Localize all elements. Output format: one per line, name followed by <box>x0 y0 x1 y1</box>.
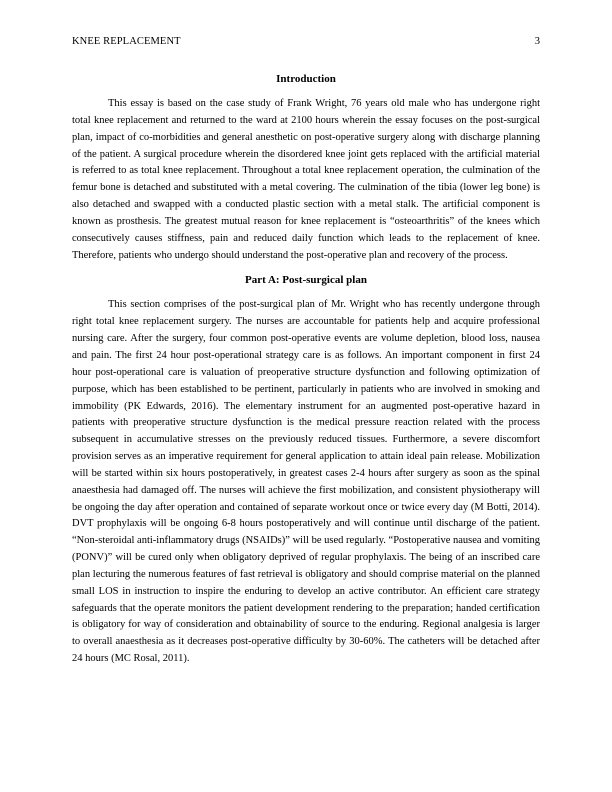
post-surgical-plan-paragraph: This section comprises of the post-surgical plan of Mr. Wright who has recently undergone through right total knee replacement surgery. The nurses are accountable for patients help and acquire professional nursing care. After the surgery, four common post-operative events are volume depletion, blood loss, nausea and pain. The first 24 hour post-operational strategy care is as follows. An important component in first 24 hour post-operational care is valuation of preoperative structure dysfunction and following optimization of purpose, which has been established to be pertinent, particularly in patients who are involved in smoking and immobility (PK Edwards, 2016). The elementary instrument for an augmented post-operative hazard in patients with preoperative structure dysfunction is the medical pressure reaction related with the process subsequent in accumulative stresses on the previously reduced tissues. Furthermore, a severe discomfort provision serves as an imperative requirement for general application to attain ideal pain release. Mobilization will be started within six hours postoperatively, in greatest cases 2-4 hours after surgery as soon as the spinal anaesthesia had damaged off. The nurses will achieve the first mobilization, and consistent physiotherapy will be ongoing the day after operation and contained of separate workout once or twice every day (M Botti, 2014). DVT prophylaxis will be ongoing 6-8 hours postoperatively and will continue until discharge of the patient. “Non-steroidal anti-inflammatory drugs (NSAIDs)” will be used regularly. “Postoperative nausea and vomiting (PONV)” will be cured only when obligatory deprived of regular prophylaxis. The being of an inscribed care plan lecturing the numerous features of fast retrieval is obligatory and should comprise material on the planned small LOS in instruction to inspire the enduring to develop an active contributor. An efficient care strategy safeguards that the operate monitors the patient development rendering to the preparation; handed certification is obligatory for way of consideration and obtainability of source to the enduring. Regional analgesia is larger to overall anaesthesia as it decreases post-operative difficulty by 30-60%. The catheters will be detached after 24 hours (MC Rosal, 2011). <box>72 299 540 665</box>
document-body <box>72 71 540 676</box>
running-head: KNEE REPLACEMENT <box>72 36 181 47</box>
page-number: 3 <box>534 36 540 47</box>
section-heading-introduction: Introduction <box>276 73 336 85</box>
introduction-paragraph: This essay is based on the case study of Frank Wright, 76 years old male who has undergone right total knee replacement and returned to the ward at 2100 hours wherein the essay focuses on the post-surgical plan, impact of co-morbidities and general anesthetic on post-operative surgery along with discharge planning of the patient. A surgical procedure wherein the disordered knee joint gets replaced with the artificial material is referred to as total knee replacement. Throughout a total knee replacement operation, the culmination of the femur bone is detached and substituted with a metal covering. The culmination of the tibia (lower leg bone) is also detached and swapped with a conducted plastic section with a metal stalk. The artificial component is known as prosthesis. The greatest mutual reason for knee replacement is “osteoarthritis” of the knees which consecutively causes stiffness, pain and reduced daily function which leads to the replacement of knee. Therefore, patients who undergo should understand the post-operative plan and recovery of the process. <box>72 98 540 261</box>
section-heading-post-surgical-plan: Part A: Post-surgical plan <box>245 274 367 287</box>
